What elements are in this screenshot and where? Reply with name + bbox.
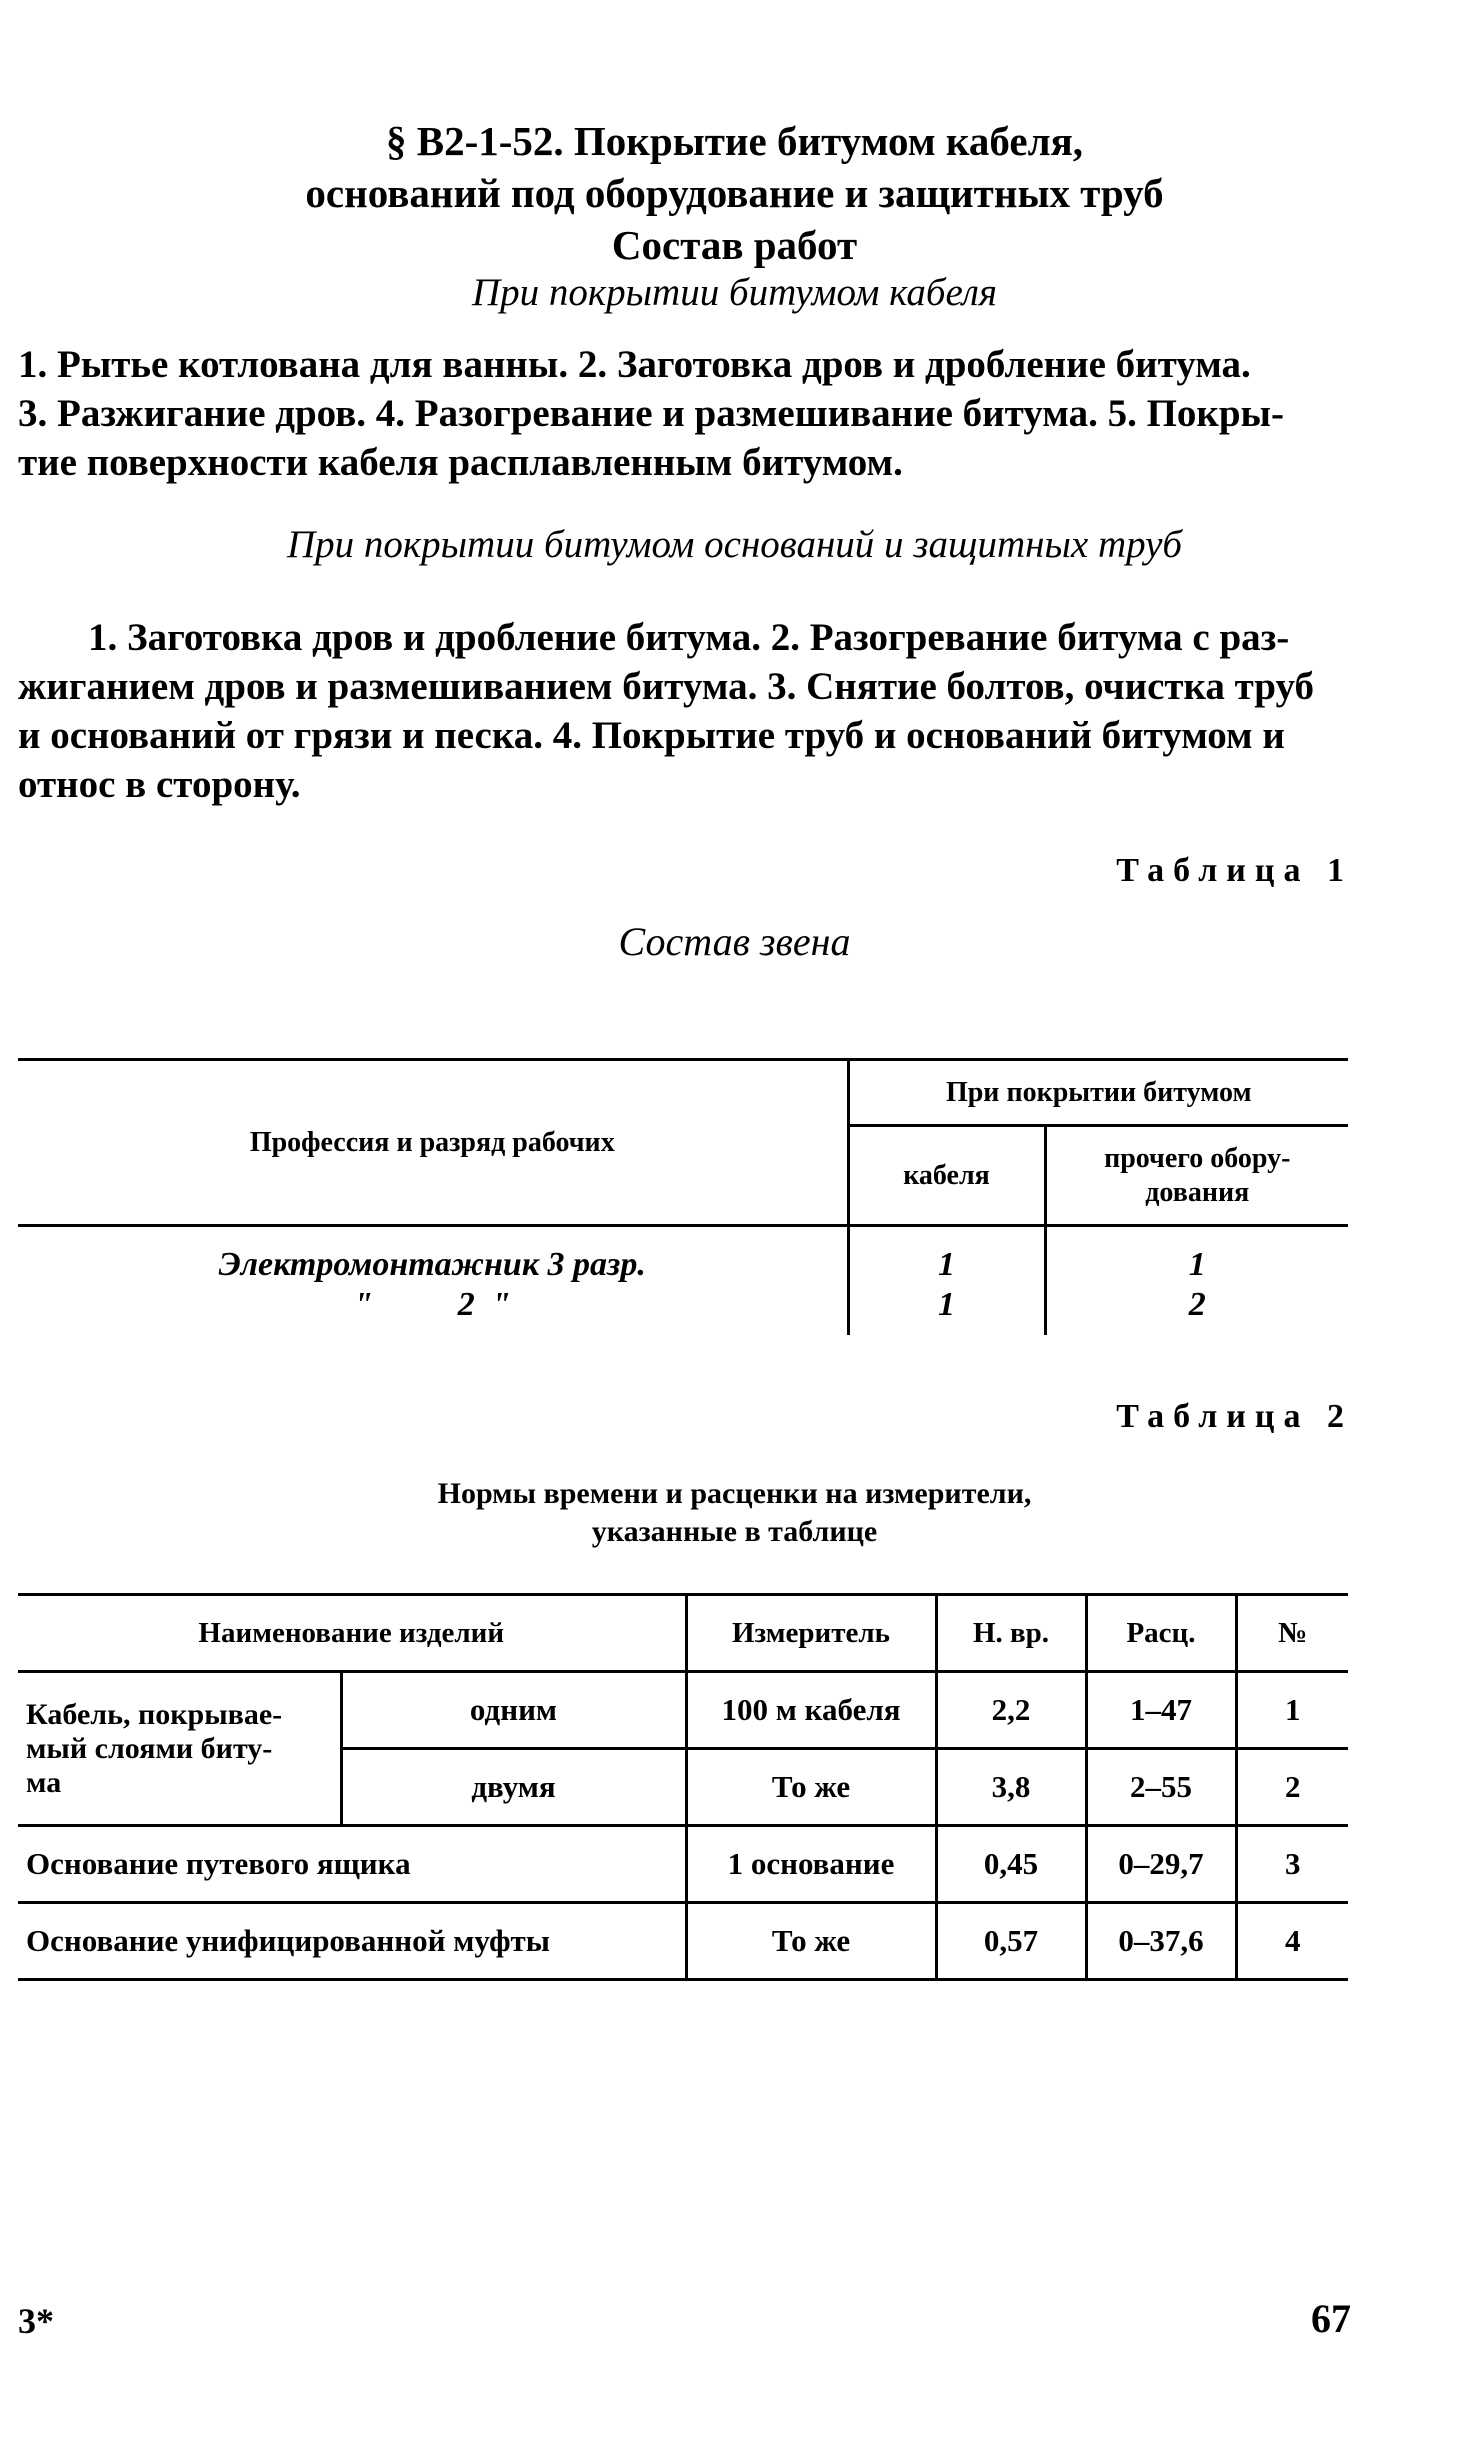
table-row	[18, 1903, 1348, 1980]
header-profession: Профессия и разряд рабочих	[18, 1060, 848, 1226]
time-norm-cell: 2,2	[936, 1672, 1086, 1749]
unit-cell: 100 м кабеля	[686, 1672, 936, 1749]
cable-group-label	[18, 1672, 341, 1826]
unit-cell: 1 основание	[686, 1826, 936, 1903]
paragraph-line: 1. Рытье котлована для ванны. 2. Заготовка дров и дробление битума.	[18, 343, 1251, 386]
profession-cell	[18, 1226, 848, 1336]
paragraph-line: 1. Заготовка дров и дробление битума. 2. Разогревание битума с раз-	[88, 616, 1290, 659]
header-coating-group: При покрытии битумом	[848, 1060, 1348, 1126]
heading-line-1: § В2-1-52. Покрытие битумом кабеля,	[386, 118, 1083, 164]
table-row	[18, 1226, 1348, 1336]
caption-line-2: указанные в таблице	[591, 1515, 878, 1548]
header-unit: Измеритель	[686, 1595, 936, 1672]
row-number-cell: 3	[1236, 1826, 1348, 1903]
profession-name: Электромонтажник 3 разр.	[218, 1246, 646, 1283]
paragraph-line: 3. Разжигание дров. 4. Разогревание и размешивание битума. 5. Покры-	[18, 392, 1284, 435]
row-number-cell: 1	[1236, 1672, 1348, 1749]
group-label-line: ма	[26, 1765, 62, 1799]
paragraph-line: относ в сторону.	[18, 763, 301, 806]
header-time-norm: Н. вр.	[936, 1595, 1086, 1672]
table-row	[18, 1826, 1348, 1903]
row-number-cell: 4	[1236, 1903, 1348, 1980]
header-item-name: Наименование изделий	[18, 1595, 686, 1672]
paragraph-line: жиганием дров и размешиванием битума. 3. Снятие болтов, очистка труб	[18, 665, 1314, 708]
page-number: 67	[1311, 2296, 1351, 2341]
crew-composition-table	[18, 1058, 1348, 1335]
header-other-equipment	[1045, 1126, 1348, 1226]
heading-line-2: оснований под оборудование и защитных труб	[305, 170, 1164, 216]
unit-cell: То же	[686, 1749, 936, 1826]
count-value: 2	[1188, 1286, 1206, 1323]
cable-count-cell	[848, 1226, 1045, 1336]
price-cell: 0–37,6	[1086, 1903, 1236, 1980]
header-number: №	[1236, 1595, 1348, 1672]
profession-name: " 2 "	[353, 1286, 511, 1323]
table-2-label: Таблица 2	[1116, 1398, 1353, 1435]
group-label-line: мый слоями биту-	[26, 1731, 273, 1765]
time-norms-table	[18, 1593, 1348, 1981]
section-heading	[0, 115, 1469, 271]
signature-mark: 3*	[18, 2301, 54, 2341]
layer-count-cell: одним	[341, 1672, 686, 1749]
row-number-cell: 2	[1236, 1749, 1348, 1826]
header-other-line-2: дования	[1145, 1176, 1250, 1208]
item-name-cell: Основание унифицированной муфты	[18, 1903, 686, 1980]
work-list-cable	[18, 340, 1348, 487]
table-2-caption	[0, 1475, 1469, 1551]
layer-count-cell: двумя	[341, 1749, 686, 1826]
price-cell: 1–47	[1086, 1672, 1236, 1749]
subsection-title-cable: При покрытии битумом кабеля	[471, 271, 998, 314]
header-cable: кабеля	[848, 1126, 1045, 1226]
table-1-label: Таблица 1	[1116, 852, 1353, 889]
count-value: 1	[938, 1286, 955, 1323]
heading-line-3: Состав работ	[611, 222, 858, 268]
paragraph-line: тие поверхности кабеля расплавленным битумом.	[18, 441, 903, 484]
count-value: 1	[1188, 1246, 1206, 1283]
time-norm-cell: 3,8	[936, 1749, 1086, 1826]
caption-line-1: Нормы времени и расценки на измерители,	[437, 1477, 1032, 1510]
price-cell: 2–55	[1086, 1749, 1236, 1826]
item-name-cell: Основание путевого ящика	[18, 1826, 686, 1903]
unit-cell: То же	[686, 1903, 936, 1980]
time-norm-cell: 0,45	[936, 1826, 1086, 1903]
price-cell: 0–29,7	[1086, 1826, 1236, 1903]
header-price: Расц.	[1086, 1595, 1236, 1672]
count-value: 1	[938, 1246, 955, 1283]
paragraph-line: и оснований от грязи и песка. 4. Покрытие труб и оснований битумом и	[18, 714, 1285, 757]
table-1-caption: Состав звена	[618, 919, 851, 964]
time-norm-cell: 0,57	[936, 1903, 1086, 1980]
table-row	[18, 1672, 1348, 1749]
group-label-line: Кабель, покрывае-	[26, 1697, 283, 1731]
other-count-cell	[1045, 1226, 1348, 1336]
work-list-bases	[18, 613, 1348, 809]
header-other-line-1: прочего обору-	[1104, 1142, 1291, 1174]
subsection-title-bases: При покрытии битумом оснований и защитных труб	[286, 523, 1183, 566]
